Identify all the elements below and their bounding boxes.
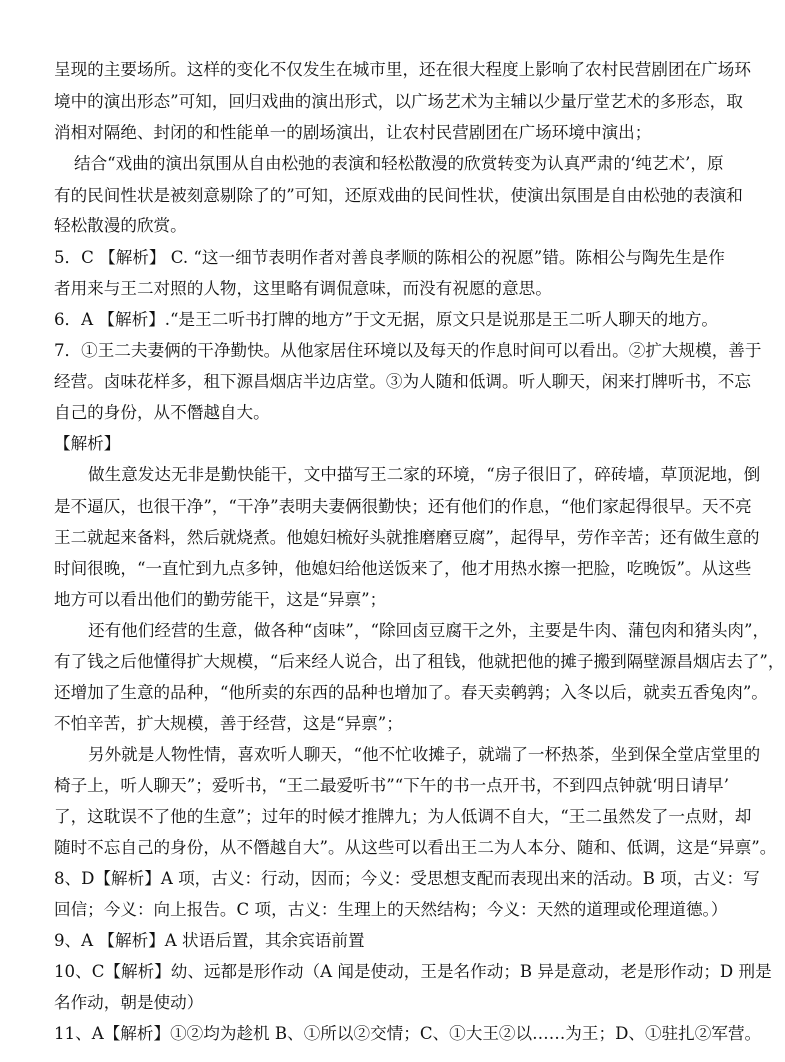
text-line: 不怕辛苦，扩大规模，善于经营，这是“异禀”； bbox=[54, 714, 403, 733]
text-line: 椅子上，听人聊天”；爱听书，“王二最爱听书”“下午的书一点开书，不到四点钟就‘明日请早’ bbox=[54, 776, 730, 795]
text-line: 还增加了生意的品种，“他所卖的东西的品种也增加了。春天卖鹌鹑；入冬以后，就卖五香兔肉”。 bbox=[54, 683, 768, 702]
text-line: 经营。卤味花样多，租下源昌烟店半边店堂。③为人随和低调。听人聊天，闲来打牌听书，不忘 bbox=[54, 372, 751, 391]
paragraph-first-line: 还有他们经营的生意，做各种“卤味”，“除回卤豆腐干之外，主要是牛肉、蒲包肉和猪头肉”， bbox=[88, 621, 770, 640]
text-line: 是不逼仄，也很干净”，“干净”表明夫妻俩很勤快；还有他们的作息，“他们家起得很早。天不亮 bbox=[54, 497, 752, 516]
text-line: 名作动，朝是使动） bbox=[54, 993, 204, 1012]
text-line: 自己的身份，从不僭越自大。 bbox=[54, 403, 270, 422]
text-line: 有了钱之后他懂得扩大规模，“后来经人说合，出了租钱，他就把他的摊子搬到隔壁源昌烟店去了”， bbox=[54, 652, 785, 671]
answer-6-line: 6．A 【解析】.“是王二听书打牌的地方”于文无据，原文只是说那是王二听人聊天的地方。 bbox=[54, 310, 719, 329]
paragraph-first-line: 结合“戏曲的演出氛围从自由松弛的表演和轻松散漫的欣赏转变为认真严肃的‘纯艺术’，原 bbox=[74, 154, 724, 173]
paragraph-first-line: 做生意发达无非是勤快能干，文中描写王二家的环境，“房子很旧了，碎砖墙，草顶泥地，倒 bbox=[88, 465, 761, 484]
analysis-heading: 【解析】 bbox=[54, 434, 121, 453]
text-line: 者用来与王二对照的人物，这里略有调侃意味，而没有祝愿的意思。 bbox=[54, 279, 552, 298]
answer-7-line: 7．①王二夫妻俩的干净勤快。从他家居住环境以及每天的作息时间可以看出。②扩大规模，善于 bbox=[54, 341, 762, 360]
text-line: 轻松散漫的欣赏。 bbox=[54, 216, 187, 235]
text-line: 王二就起来备料，然后就烧煮。他媳妇梳好头就推磨磨豆腐”，起得早，劳作辛苦；还有做生意的 bbox=[54, 528, 760, 547]
text-line: 了，这耽误不了他的生意”；过年的时候才推牌九；为人低调不自大，“王二虽然发了一点财，却 bbox=[54, 807, 752, 826]
text-line: 随时不忘自己的身份，从不僭越自大”。从这些可以看出王二为人本分、随和、低调，这是“异禀”。 bbox=[54, 838, 777, 857]
text-line: 时间很晚，“一直忙到九点多钟，他媳妇给他送饭来了，他才用热水擦一把脸，吃晚饭”。从这些 bbox=[54, 559, 752, 578]
text-line: 境中的演出形态”可知，回归戏曲的演出形式，以广场艺术为主辅以少量厅堂艺术的多形态，取 bbox=[54, 92, 743, 111]
answer-10-line: 10、C【解析】幼、远都是形作动（A 闻是使动，王是名作动；B 异是意动，老是形作动；D 刑是 bbox=[54, 962, 772, 981]
paragraph-first-line: 另外就是人物性情，喜欢听人聊天，“他不忙收摊子，就端了一杯热茶，坐到保全堂店堂里的 bbox=[88, 745, 761, 764]
answer-8-line: 8、D【解析】A 项，古义：行动，因而；今义：受思想支配而表现出来的活动。B 项，古义：写 bbox=[54, 869, 760, 888]
text-line: 有的民间性状是被刻意剔除了的”可知，还原戏曲的民间性状，使演出氛围是自由松弛的表演和 bbox=[54, 186, 743, 205]
text-line: 地方可以看出他们的勤劳能干，这是“异禀”； bbox=[54, 590, 387, 609]
answer-9-line: 9、A 【解析】A 状语后置，其余宾语前置 bbox=[54, 931, 365, 950]
answer-11-line: 11、A【解析】①②均为趁机 B、①所以②交情；C、①大王②以……为王；D、①驻扎②军营。 bbox=[54, 1024, 762, 1043]
text-line: 消相对隔绝、封闭的和性能单一的剧场演出，让农村民营剧团在广场环境中演出； bbox=[54, 123, 652, 142]
text-line: 呈现的主要场所。这样的变化不仅发生在城市里，还在很大程度上影响了农村民营剧团在广场环 bbox=[54, 60, 751, 79]
text-line: 回信；今义：向上报告。C 项，古义：生理上的天然结构；今义：天然的道理或伦理道德。） bbox=[54, 900, 728, 919]
answer-5-line: 5．C 【解析】 C. “这一细节表明作者对善良孝顺的陈相公的祝愿”错。陈相公与陶先生是作 bbox=[54, 248, 725, 267]
